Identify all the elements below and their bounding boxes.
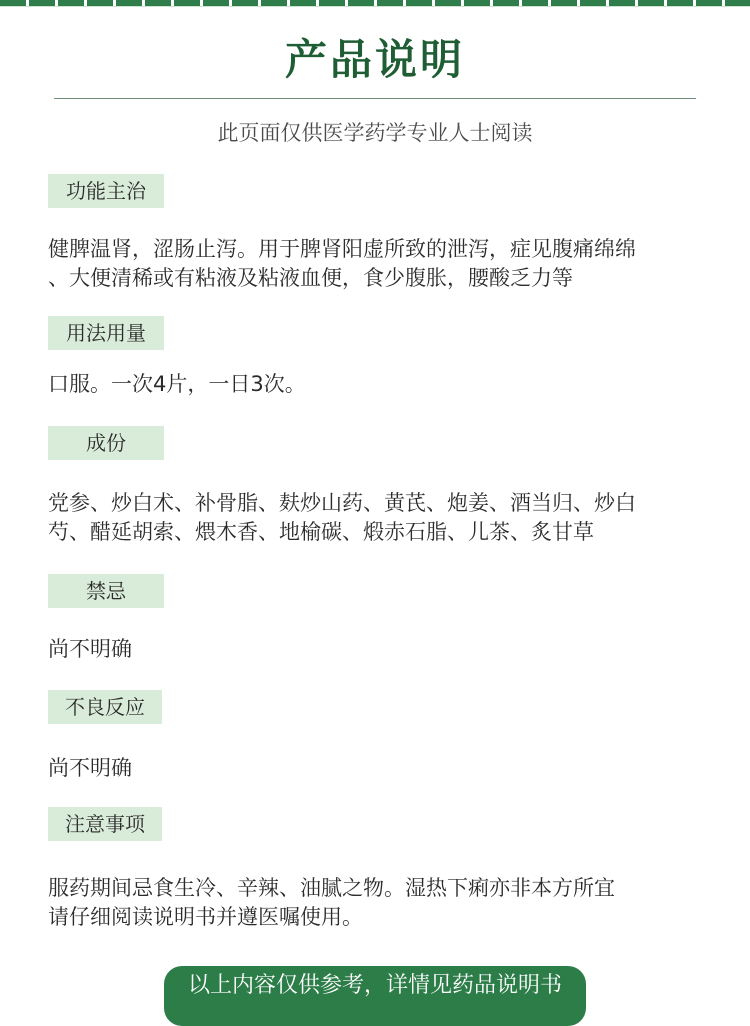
- section-tag-indications: 功能主治: [48, 174, 164, 208]
- page-title: 产品说明: [284, 35, 465, 84]
- title-divider: [54, 98, 696, 99]
- section-text-indications: [48, 235, 708, 293]
- text-line: 尚不明确: [48, 756, 132, 780]
- section-text-precautions: [48, 874, 708, 932]
- top-border-line: [0, 6, 750, 7]
- section-tag-dosage: 用法用量: [48, 316, 164, 350]
- page-subtitle: 此页面仅供医学药学专业人士阅读: [217, 121, 533, 145]
- text-line: 服药期间忌食生冷、辛辣、油腻之物。湿热下痢亦非本方所宜: [48, 876, 615, 900]
- text-line: 芍、醋延胡索、煨木香、地榆碳、煅赤石脂、儿茶、炙甘草: [48, 520, 594, 544]
- section-text-contraindications: [48, 635, 708, 664]
- section-tag-ingredients: 成份: [48, 426, 164, 460]
- section-tag-contraindications: 禁忌: [48, 574, 164, 608]
- section-tag-precautions: 注意事项: [48, 807, 162, 841]
- footer-note-banner: 以上内容仅供参考，详情见药品说明书: [164, 966, 586, 1026]
- text-line: 请仔细阅读说明书并遵医嘱使用。: [48, 905, 363, 929]
- text-line: 、大便清稀或有粘液及粘液血便，食少腹胀，腰酸乏力等: [48, 266, 573, 290]
- text-line: 党参、炒白术、补骨脂、麸炒山药、黄芪、炮姜、酒当归、炒白: [48, 491, 636, 515]
- section-text-adverse-reactions: [48, 754, 708, 783]
- text-line: 尚不明确: [48, 637, 132, 661]
- section-tag-adverse-reactions: 不良反应: [48, 690, 162, 724]
- text-line: 口服。一次4片，一日3次。: [48, 372, 306, 396]
- text-line: 健脾温肾，涩肠止泻。用于脾肾阳虚所致的泄泻，症见腹痛绵绵: [48, 237, 636, 261]
- section-text-ingredients: [48, 489, 708, 547]
- section-text-dosage: [48, 370, 708, 399]
